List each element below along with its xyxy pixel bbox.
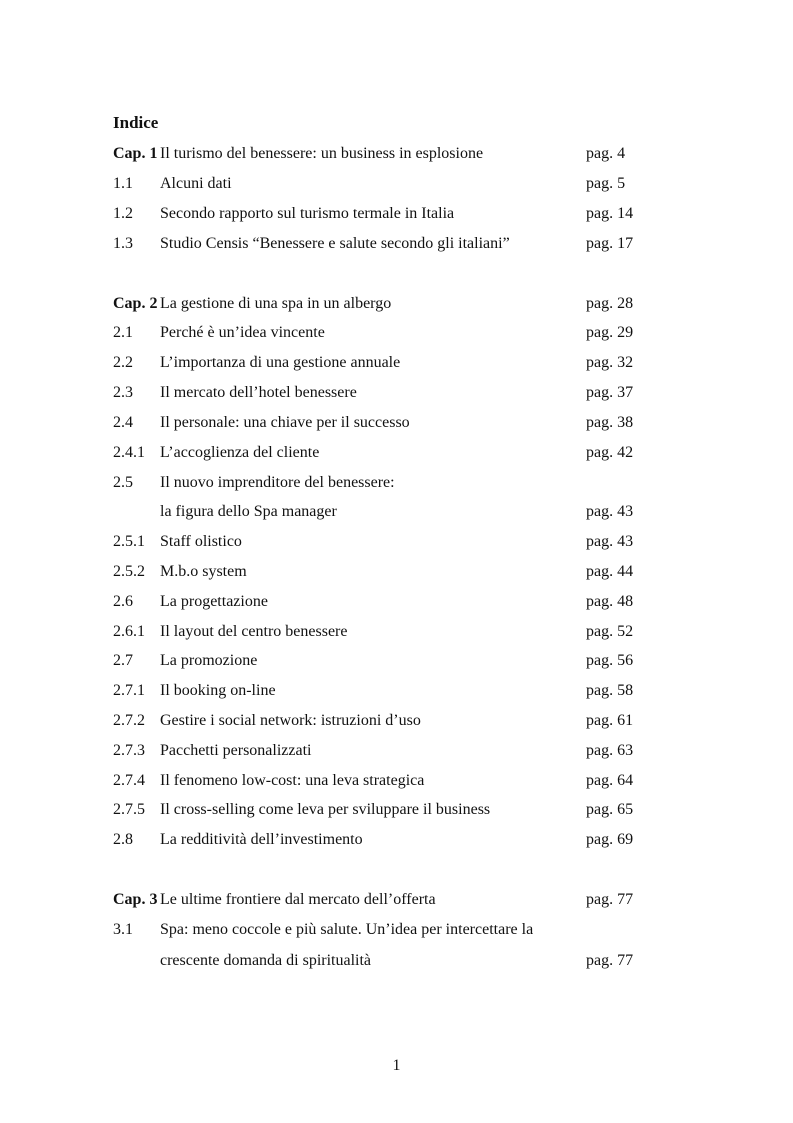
toc-entry-page: pag. 65 (586, 801, 634, 818)
toc-entry-page: pag. 4 (586, 145, 626, 162)
toc-entry-number: 2.3 (113, 384, 133, 401)
toc-entry-number: 2.7.2 (113, 712, 145, 729)
toc-entry-number: 2.6 (113, 593, 133, 610)
toc-entry-number: 2.7.1 (113, 682, 145, 699)
toc-entry-number: 2.5.1 (113, 533, 145, 550)
toc-entry-page: pag. 61 (586, 712, 634, 729)
toc-entry-title: Pacchetti personalizzati (160, 742, 312, 759)
toc-entry-title: Alcuni dati (160, 175, 232, 192)
toc-entry-page: pag. 56 (586, 652, 634, 669)
toc-row (113, 798, 713, 822)
toc-entry-title: la figura dello Spa manager (160, 503, 337, 520)
toc-entry-number: 1.3 (113, 235, 133, 252)
toc-row (113, 679, 713, 703)
toc-entry-title: La gestione di una spa in un albergo (160, 295, 392, 312)
toc-entry-number: 2.5.2 (113, 563, 145, 580)
toc-entry-title: Il personale: una chiave per il successo (160, 414, 410, 431)
toc-row (113, 351, 713, 375)
toc-row (113, 202, 713, 226)
toc-entry-number: 2.1 (113, 324, 133, 341)
toc-entry-page: pag. 17 (586, 235, 634, 252)
toc-entry-page: pag. 43 (586, 503, 634, 520)
toc-row (113, 918, 713, 942)
toc-entry-number: 2.7.3 (113, 742, 145, 759)
toc-entry-title: M.b.o system (160, 563, 247, 580)
toc-entry-page: pag. 14 (586, 205, 634, 222)
toc-entry-title: Staff olistico (160, 533, 242, 550)
toc-entry-title: La promozione (160, 652, 258, 669)
toc-entry-number: Cap. 1 (113, 145, 158, 162)
toc-row (113, 381, 713, 405)
toc-entry-number: Cap. 3 (113, 891, 158, 908)
toc-entry-page: pag. 77 (586, 891, 634, 908)
toc-entry-number: 2.7.5 (113, 801, 145, 818)
toc-row (113, 590, 713, 614)
toc-entry-page: pag. 37 (586, 384, 634, 401)
toc-entry-title: Perché è un’idea vincente (160, 324, 325, 341)
toc-entry-title: Le ultime frontiere dal mercato dell’offerta (160, 891, 436, 908)
toc-row (113, 232, 713, 256)
toc-entry-page: pag. 58 (586, 682, 634, 699)
page-number: 1 (392, 1057, 401, 1074)
toc-entry-title: L’accoglienza del cliente (160, 444, 320, 461)
toc-entry-page: pag. 52 (586, 623, 634, 640)
toc-entry-number: 3.1 (113, 921, 133, 938)
toc-row (113, 321, 713, 345)
toc-row (113, 560, 713, 584)
toc-entry-number: 2.5 (113, 474, 133, 491)
toc-chapter-row (113, 292, 713, 316)
toc-chapter-row (113, 142, 713, 166)
toc-entry-number: 1.2 (113, 205, 133, 222)
toc-entry-title: Il turismo del benessere: un business in esplosione (160, 145, 484, 162)
toc-entry-title: Secondo rapporto sul turismo termale in Italia (160, 205, 455, 222)
toc-row (113, 172, 713, 196)
toc-entry-page: pag. 38 (586, 414, 634, 431)
toc-entry-title: La progettazione (160, 593, 268, 610)
toc-entry-number: 2.7 (113, 652, 133, 669)
toc-entry-title: Spa: meno coccole e più salute. Un’idea per intercettare la (160, 921, 534, 938)
toc-row (113, 709, 713, 733)
toc-entry-number: Cap. 2 (113, 295, 158, 312)
toc-entry-page: pag. 44 (586, 563, 634, 580)
toc-entry-title: L’importanza di una gestione annuale (160, 354, 401, 371)
page-title: Indice (113, 113, 159, 132)
toc-row (113, 649, 713, 673)
toc-entry-title: Il booking on-line (160, 682, 276, 699)
toc-row (113, 411, 713, 435)
toc-entry-page: pag. 29 (586, 324, 634, 341)
toc-entry-title: crescente domanda di spiritualità (160, 952, 372, 969)
toc-entry-title: Il cross-selling come leva per sviluppare il business (160, 801, 491, 818)
toc-entry-page: pag. 32 (586, 354, 634, 371)
toc-entry-page: pag. 43 (586, 533, 634, 550)
toc-entry-title: La redditività dell’investimento (160, 831, 363, 848)
toc-row (113, 769, 713, 793)
toc-entry-number: 2.2 (113, 354, 133, 371)
toc-row (113, 530, 713, 554)
toc-entry-number: 2.8 (113, 831, 133, 848)
toc-row (113, 471, 713, 495)
toc-entry-page: pag. 42 (586, 444, 634, 461)
toc-entry-title: Gestire i social network: istruzioni d’uso (160, 712, 421, 729)
toc-row (113, 739, 713, 763)
toc-row (113, 620, 713, 644)
toc-entry-title: Il mercato dell’hotel benessere (160, 384, 357, 401)
toc-entry-title: Il layout del centro benessere (160, 623, 348, 640)
toc-row (113, 828, 713, 852)
toc-row (113, 949, 713, 973)
toc-entry-number: 2.7.4 (113, 772, 145, 789)
toc-entry-page: pag. 5 (586, 175, 626, 192)
toc-entry-number: 2.4 (113, 414, 133, 431)
toc-row (113, 441, 713, 465)
toc-entry-number: 2.4.1 (113, 444, 145, 461)
toc-entry-page: pag. 64 (586, 772, 634, 789)
toc-entry-title: Studio Censis “Benessere e salute secondo gli italiani” (160, 235, 510, 252)
toc-entry-title: Il fenomeno low-cost: una leva strategica (160, 772, 425, 789)
toc-entry-page: pag. 77 (586, 952, 634, 969)
toc-entry-page: pag. 63 (586, 742, 634, 759)
toc-entry-number: 2.6.1 (113, 623, 145, 640)
toc-row (113, 500, 713, 524)
toc-entry-title: Il nuovo imprenditore del benessere: (160, 474, 395, 491)
toc-entry-page: pag. 28 (586, 295, 634, 312)
toc-entry-number: 1.1 (113, 175, 133, 192)
toc-entry-page: pag. 69 (586, 831, 634, 848)
toc-entry-page: pag. 48 (586, 593, 634, 610)
toc-chapter-row (113, 888, 713, 912)
